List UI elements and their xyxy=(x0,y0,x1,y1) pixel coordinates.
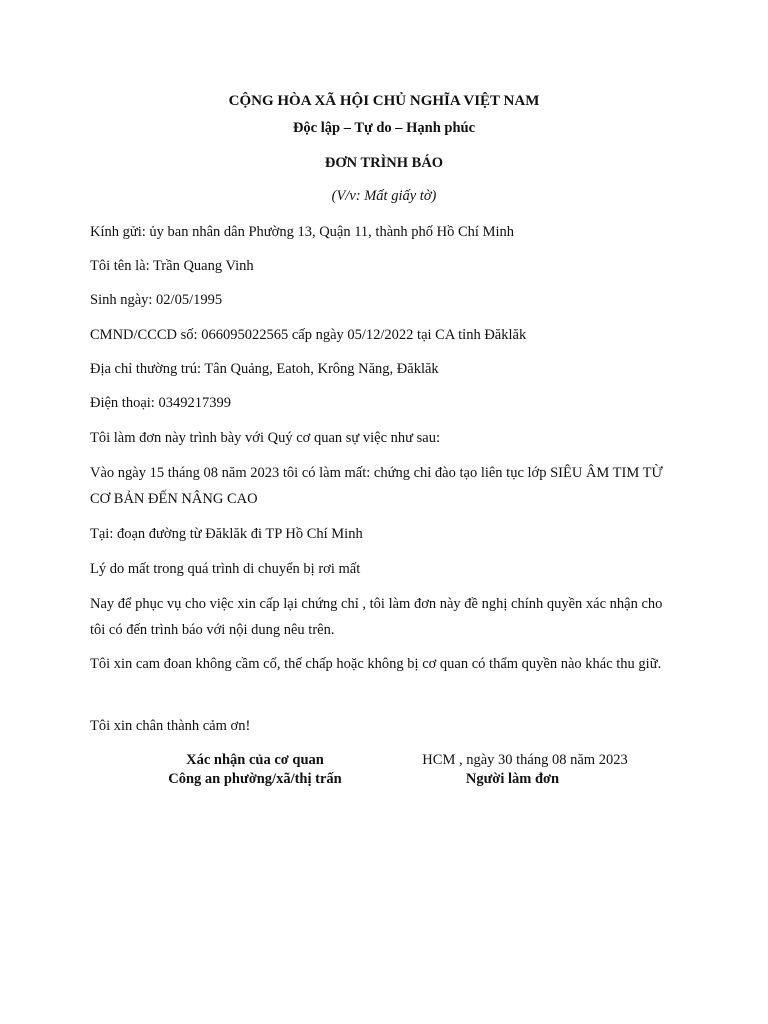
request-paragraph: Nay để phục vụ cho việc xin cấp lại chứng chỉ , tôi làm đơn này đề nghị chính quyền xác nhận cho tôi có đến trình báo với nội dung nêu trên. xyxy=(90,596,663,638)
address-line: Địa chỉ thường trú: Tân Quảng, Eatoh, Krông Năng, Đăklăk xyxy=(90,361,439,377)
thanks-line: Tôi xin chân thành cảm ơn! xyxy=(90,718,251,734)
applicant-title: Người làm đơn xyxy=(465,771,560,787)
location-line: Tại: đoạn đường từ Đăklăk đi TP Hồ Chí Minh xyxy=(90,526,363,542)
reason-line: Lý do mất trong quá trình di chuyển bị rơi mất xyxy=(90,561,361,577)
signing-date: HCM , ngày 30 tháng 08 năm 2023 xyxy=(422,752,628,768)
recipient-line: Kính gửi: ủy ban nhân dân Phường 13, Quận 11, thành phố Hồ Chí Minh xyxy=(90,224,514,240)
document-title: ĐƠN TRÌNH BÁO xyxy=(324,155,444,171)
incident-paragraph: Vào ngày 15 tháng 08 năm 2023 tôi có làm mất: chứng chỉ đào tạo liên tục lớp SIÊU ÂM TIM TỪ CƠ BẢN ĐẾN NÂNG CAO xyxy=(90,465,663,507)
id-card-line: CMND/CCCD số: 066095022565 cấp ngày 05/12/2022 tại CA tỉnh Đăklăk xyxy=(90,327,527,343)
national-title: CỘNG HÒA XÃ HỘI CHỦ NGHĨA VIỆT NAM xyxy=(228,93,540,109)
confirm-agency-subtitle: Công an phường/xã/thị trấn xyxy=(168,771,342,787)
name-line: Tôi tên là: Trần Quang Vinh xyxy=(90,258,254,274)
dob-line: Sinh ngày: 02/05/1995 xyxy=(90,292,223,308)
document-subject: (V/v: Mất giấy tờ) xyxy=(331,188,437,204)
national-motto: Độc lập – Tự do – Hạnh phúc xyxy=(292,120,476,136)
pledge-paragraph: Tôi xin cam đoan không cầm cố, thế chấp hoặc không bị cơ quan có thẩm quyền nào khác thu giữ. xyxy=(90,656,662,672)
phone-line: Điện thoại: 0349217399 xyxy=(90,395,231,411)
intro-line: Tôi làm đơn này trình bày với Quý cơ quan sự việc như sau: xyxy=(90,430,441,446)
confirm-agency-title: Xác nhận của cơ quan xyxy=(186,752,324,768)
